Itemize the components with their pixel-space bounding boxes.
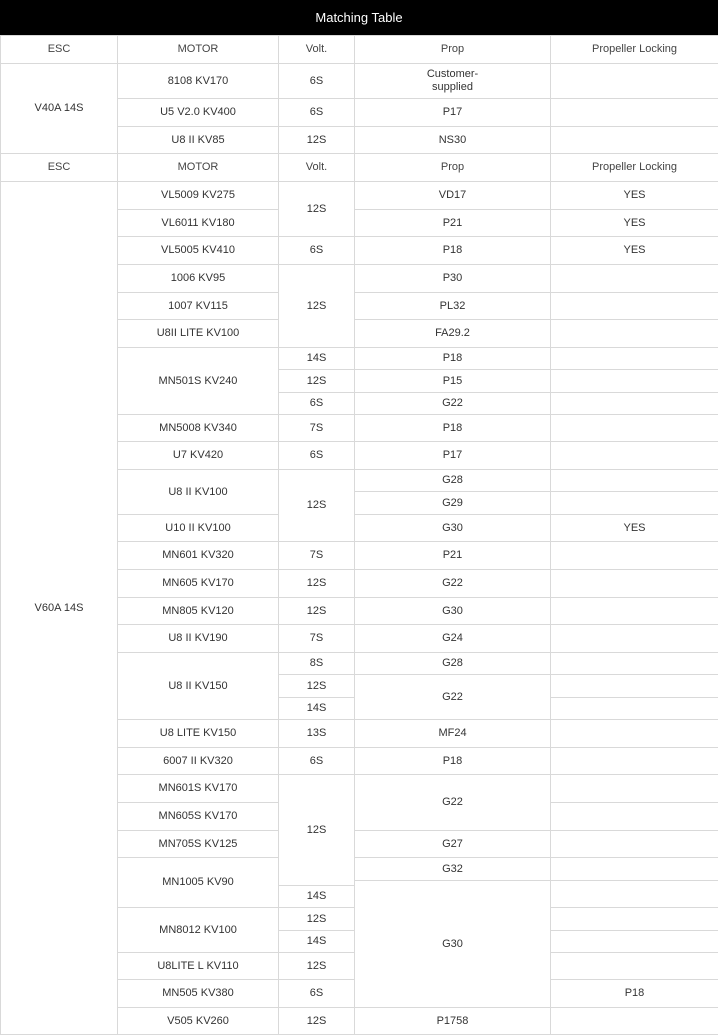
prop-cell: G22 bbox=[355, 675, 551, 720]
motor-cell: MN501S KV240 bbox=[118, 348, 279, 415]
motor-cell: U8 II KV100 bbox=[118, 470, 279, 515]
motor-cell: V505 KV260 bbox=[118, 1008, 279, 1035]
motor-cell: MN805 KV120 bbox=[118, 598, 279, 625]
volt-cell: 6S bbox=[279, 748, 355, 775]
volt-cell: 6S bbox=[279, 99, 355, 127]
volt-cell: 12S bbox=[279, 775, 355, 886]
locking-cell bbox=[551, 831, 718, 858]
prop-cell: P18 bbox=[551, 980, 718, 1008]
motor-cell: MN605S KV170 bbox=[118, 803, 279, 831]
prop-cell: P17 bbox=[355, 442, 551, 470]
col-header-prop: Prop bbox=[355, 36, 551, 64]
prop-cell: G28 bbox=[355, 470, 551, 492]
motor-cell: MN505 KV380 bbox=[118, 980, 279, 1008]
volt-cell: 12S bbox=[279, 598, 355, 625]
motor-cell: MN5008 KV340 bbox=[118, 415, 279, 442]
locking-cell bbox=[551, 320, 718, 348]
prop-cell: NS30 bbox=[355, 127, 551, 154]
volt-cell: 12S bbox=[279, 908, 355, 931]
col-header-volt: Volt. bbox=[279, 36, 355, 64]
prop-cell: P30 bbox=[355, 265, 551, 293]
locking-cell bbox=[551, 442, 718, 470]
locking-cell bbox=[551, 393, 718, 415]
prop-cell: P18 bbox=[355, 348, 551, 370]
volt-cell: 14S bbox=[279, 931, 355, 953]
prop-cell: P21 bbox=[355, 210, 551, 237]
table-row bbox=[1, 182, 718, 210]
prop-cell: P1758 bbox=[355, 1008, 551, 1035]
prop-cell: G24 bbox=[355, 625, 551, 653]
motor-cell: U8 II KV150 bbox=[118, 653, 279, 720]
motor-cell: VL6011 KV180 bbox=[118, 210, 279, 237]
locking-cell bbox=[551, 698, 718, 720]
motor-cell: 6007 II KV320 bbox=[118, 748, 279, 775]
volt-cell: 12S bbox=[279, 470, 355, 542]
volt-cell: 7S bbox=[279, 415, 355, 442]
motor-cell: MN705S KV125 bbox=[118, 831, 279, 858]
prop-cell: MF24 bbox=[355, 720, 551, 748]
esc-cell: V40A 14S bbox=[1, 64, 118, 154]
prop-cell: G22 bbox=[355, 775, 551, 831]
volt-cell: 12S bbox=[279, 570, 355, 598]
locking-cell bbox=[551, 64, 718, 99]
volt-cell: 14S bbox=[279, 886, 355, 908]
locking-cell bbox=[551, 1008, 718, 1035]
col-header-volt: Volt. bbox=[279, 154, 355, 182]
prop-cell: PL32 bbox=[355, 293, 551, 320]
volt-cell: 6S bbox=[279, 237, 355, 265]
motor-cell: U8LITE L KV110 bbox=[118, 953, 279, 980]
volt-cell: 13S bbox=[279, 720, 355, 748]
volt-cell: 12S bbox=[279, 127, 355, 154]
volt-cell: 12S bbox=[279, 182, 355, 237]
motor-cell: VL5009 KV275 bbox=[118, 182, 279, 210]
col-header-esc: ESC bbox=[1, 36, 118, 64]
volt-cell: 12S bbox=[279, 370, 355, 393]
locking-cell bbox=[551, 720, 718, 748]
motor-cell: MN8012 KV100 bbox=[118, 908, 279, 953]
locking-cell bbox=[551, 908, 718, 931]
esc-cell: V60A 14S bbox=[1, 182, 118, 1035]
locking-cell bbox=[551, 542, 718, 570]
prop-cell: P18 bbox=[355, 748, 551, 775]
locking-cell bbox=[551, 881, 718, 908]
header-row bbox=[1, 36, 718, 64]
locking-cell: YES bbox=[551, 237, 718, 265]
prop-cell: G30 bbox=[355, 881, 551, 1008]
locking-cell bbox=[551, 931, 718, 953]
prop-text: Customer-supplied bbox=[423, 68, 483, 94]
locking-cell bbox=[551, 775, 718, 803]
prop-cell: G32 bbox=[355, 858, 551, 881]
volt-cell: 14S bbox=[279, 698, 355, 720]
prop-cell bbox=[355, 64, 551, 99]
motor-cell: 1007 KV115 bbox=[118, 293, 279, 320]
volt-cell: 6S bbox=[279, 442, 355, 470]
prop-cell: P18 bbox=[355, 237, 551, 265]
locking-cell bbox=[551, 803, 718, 831]
motor-cell: U10 II KV100 bbox=[118, 515, 279, 542]
locking-cell bbox=[551, 415, 718, 442]
locking-cell bbox=[551, 598, 718, 625]
volt-cell: 14S bbox=[279, 348, 355, 370]
locking-cell bbox=[551, 293, 718, 320]
col-header-locking: Propeller Locking bbox=[551, 36, 718, 64]
prop-cell: P15 bbox=[355, 370, 551, 393]
motor-cell: 1006 KV95 bbox=[118, 265, 279, 293]
locking-cell bbox=[551, 470, 718, 492]
motor-cell: U8 LITE KV150 bbox=[118, 720, 279, 748]
matching-table bbox=[0, 35, 718, 1035]
motor-cell: MN1005 KV90 bbox=[118, 858, 279, 908]
motor-cell: VL5005 KV410 bbox=[118, 237, 279, 265]
volt-cell: 6S bbox=[279, 393, 355, 415]
volt-cell: 12S bbox=[279, 1008, 355, 1035]
table-title: Matching Table bbox=[0, 0, 718, 35]
motor-cell: U8 II KV190 bbox=[118, 625, 279, 653]
prop-cell: G27 bbox=[355, 831, 551, 858]
locking-cell bbox=[551, 570, 718, 598]
prop-cell: P18 bbox=[355, 415, 551, 442]
motor-cell: U8II LITE KV100 bbox=[118, 320, 279, 348]
locking-cell bbox=[551, 492, 718, 515]
volt-cell: 12S bbox=[279, 953, 355, 980]
prop-cell: P17 bbox=[355, 99, 551, 127]
motor-cell: U5 V2.0 KV400 bbox=[118, 99, 279, 127]
col-header-locking: Propeller Locking bbox=[551, 154, 718, 182]
motor-cell: MN601 KV320 bbox=[118, 542, 279, 570]
locking-cell bbox=[551, 858, 718, 881]
motor-cell: MN605 KV170 bbox=[118, 570, 279, 598]
col-header-esc: ESC bbox=[1, 154, 118, 182]
locking-cell bbox=[551, 675, 718, 698]
locking-cell bbox=[551, 348, 718, 370]
locking-cell bbox=[551, 748, 718, 775]
table-row bbox=[1, 64, 718, 99]
motor-cell: U8 II KV85 bbox=[118, 127, 279, 154]
locking-cell: YES bbox=[551, 210, 718, 237]
prop-cell: FA29.2 bbox=[355, 320, 551, 348]
col-header-motor: MOTOR bbox=[118, 154, 279, 182]
prop-cell: VD17 bbox=[355, 182, 551, 210]
volt-cell: 6S bbox=[279, 64, 355, 99]
prop-cell: G28 bbox=[355, 653, 551, 675]
locking-cell: YES bbox=[551, 182, 718, 210]
locking-cell: YES bbox=[551, 515, 718, 542]
locking-cell bbox=[551, 625, 718, 653]
locking-cell bbox=[551, 370, 718, 393]
volt-cell: 8S bbox=[279, 653, 355, 675]
prop-cell: G30 bbox=[355, 515, 551, 542]
motor-cell: MN601S KV170 bbox=[118, 775, 279, 803]
col-header-prop: Prop bbox=[355, 154, 551, 182]
prop-cell: G29 bbox=[355, 492, 551, 515]
col-header-motor: MOTOR bbox=[118, 36, 279, 64]
locking-cell bbox=[551, 265, 718, 293]
volt-cell: 7S bbox=[279, 542, 355, 570]
locking-cell bbox=[551, 127, 718, 154]
prop-cell: G30 bbox=[355, 598, 551, 625]
volt-cell: 12S bbox=[279, 675, 355, 698]
prop-cell: P21 bbox=[355, 542, 551, 570]
motor-cell: U7 KV420 bbox=[118, 442, 279, 470]
motor-cell: 8108 KV170 bbox=[118, 64, 279, 99]
volt-cell: 6S bbox=[279, 980, 355, 1008]
prop-cell: G22 bbox=[355, 393, 551, 415]
volt-cell: 12S bbox=[279, 265, 355, 348]
locking-cell bbox=[551, 99, 718, 127]
locking-cell bbox=[551, 953, 718, 980]
header-row bbox=[1, 154, 718, 182]
prop-cell: G22 bbox=[355, 570, 551, 598]
locking-cell bbox=[551, 653, 718, 675]
volt-cell: 7S bbox=[279, 625, 355, 653]
